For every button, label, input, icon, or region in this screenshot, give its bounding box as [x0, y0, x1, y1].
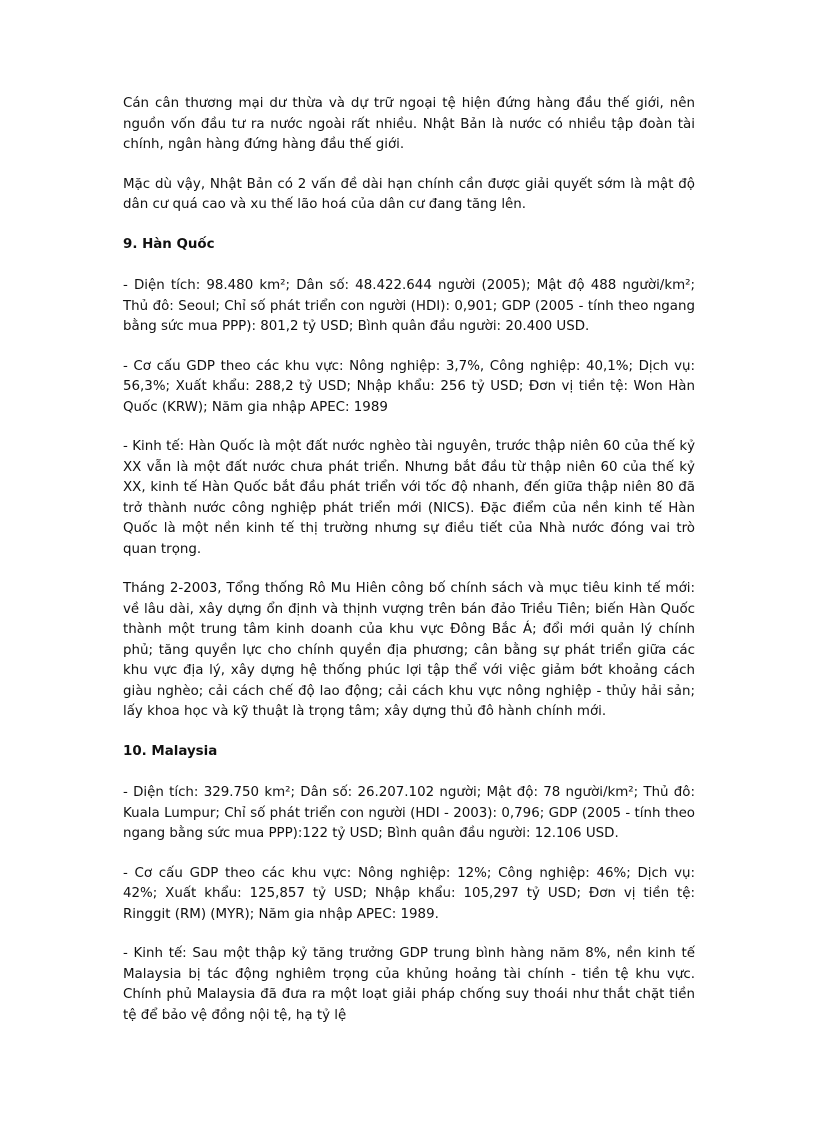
section-heading-korea: 9. Hàn Quốc	[123, 236, 215, 252]
section-heading-malaysia: 10. Malaysia	[123, 743, 218, 759]
malaysia-gdp-structure-paragraph: - Cơ cấu GDP theo các khu vực: Nông nghiệp: 12%; Công nghiệp: 46%; Dịch vụ: 42%; Xuất khẩu: 125,857 tỷ USD; Nhập khẩu: 105,297 tỷ USD; Đơn vị tiền tệ: Ringgit (RM) (MYR); Năm gia nhập APEC: 1989.	[123, 865, 695, 922]
korea-gdp-structure-paragraph: - Cơ cấu GDP theo các khu vực: Nông nghiệp: 3,7%, Công nghiệp: 40,1%; Dịch vụ: 56,3%; Xuất khẩu: 288,2 tỷ USD; Nhập khẩu: 256 tỷ USD; Đơn vị tiền tệ: Won Hàn Quốc (KRW); Năm gia nhập APEC: 1989	[123, 358, 695, 415]
malaysia-economy-paragraph: - Kinh tế: Sau một thập kỷ tăng trưởng GDP trung bình hàng năm 8%, nền kinh tế Malaysia bị tác động nghiêm trọng của khủng hoảng tài chính - tiền tệ khu vực. Chính phủ Malaysia đã đưa ra một loạt giải pháp chống suy thoái như thắt chặt tiền tệ để bảo vệ đồng nội tệ, hạ tỷ lệ	[123, 946, 695, 1023]
document-page	[123, 94, 695, 1045]
intro-paragraph-trade: Cán cân thương mại dư thừa và dự trữ ngoại tệ hiện đứng hàng đầu thế giới, nên nguồn vốn đầu tư ra nước ngoài rất nhiều. Nhật Bản là nước có nhiều tập đoàn tài chính, ngân hàng đứng hàng đầu thế giới.	[123, 96, 695, 152]
korea-economy-paragraph: - Kinh tế: Hàn Quốc là một đất nước nghèo tài nguyên, trước thập niên 60 của thế kỷ XX vẫn là một đất nước chưa phát triển. Nhưng bắt đầu từ thập niên 60 của thế kỷ XX, kinh tế Hàn Quốc bắt đầu phát triển với tốc độ nhanh, đến giữa thập niên 80 đã trở thành nước công nghiệp phát triển mới (NICS). Đặc điểm của nền kinh tế Hàn Quốc là một nền kinh tế thị trường nhưng sự điều tiết của Nhà nước đóng vai trò quan trọng.	[123, 439, 695, 557]
malaysia-stats-paragraph: - Diện tích: 329.750 km²; Dân số: 26.207.102 người; Mật độ: 78 người/km²; Thủ đô: Kuala Lumpur; Chỉ số phát triển con người (HDI - 2003): 0,796; GDP (2005 - tính theo ngang bằng sức mua PPP):122 tỷ USD; Bình quân đầu người: 12.106 USD.	[123, 785, 695, 841]
intro-paragraph-problems: Mặc dù vậy, Nhật Bản có 2 vấn đề dài hạn chính cần được giải quyết sớm là mật độ dân cư quá cao và xu thế lão hoá của dân cư đang tăng lên.	[123, 176, 695, 212]
korea-stats-paragraph: - Diện tích: 98.480 km²; Dân số: 48.422.644 người (2005); Mật độ 488 người/km²; Thủ đô: Seoul; Chỉ số phát triển con người (HDI): 0,901; GDP (2005 - tính theo ngang bằng sức mua PPP): 801,2 tỷ USD; Bình quân đầu người: 20.400 USD.	[123, 278, 695, 334]
korea-policy-paragraph: Tháng 2-2003, Tổng thống Rô Mu Hiên công bố chính sách và mục tiêu kinh tế mới: về lâu dài, xây dựng ổn định và thịnh vượng trên bán đảo Triều Tiên; biến Hàn Quốc thành một trung tâm kinh doanh của khu vực Đông Bắc Á; đổi mới quản lý chính phủ; tăng quyền lực cho chính quyền địa phương; cân bằng sự phát triển giữa các khu vực địa lý, xây dựng hệ thống phúc lợi tập thể với việc giảm bớt khoảng cách giàu nghèo; cải cách chế độ lao động; cải cách khu vực nông nghiệp - thủy hải sản; lấy khoa học và kỹ thuật là trọng tâm; xây dựng thủ đô hành chính mới.	[123, 581, 695, 719]
